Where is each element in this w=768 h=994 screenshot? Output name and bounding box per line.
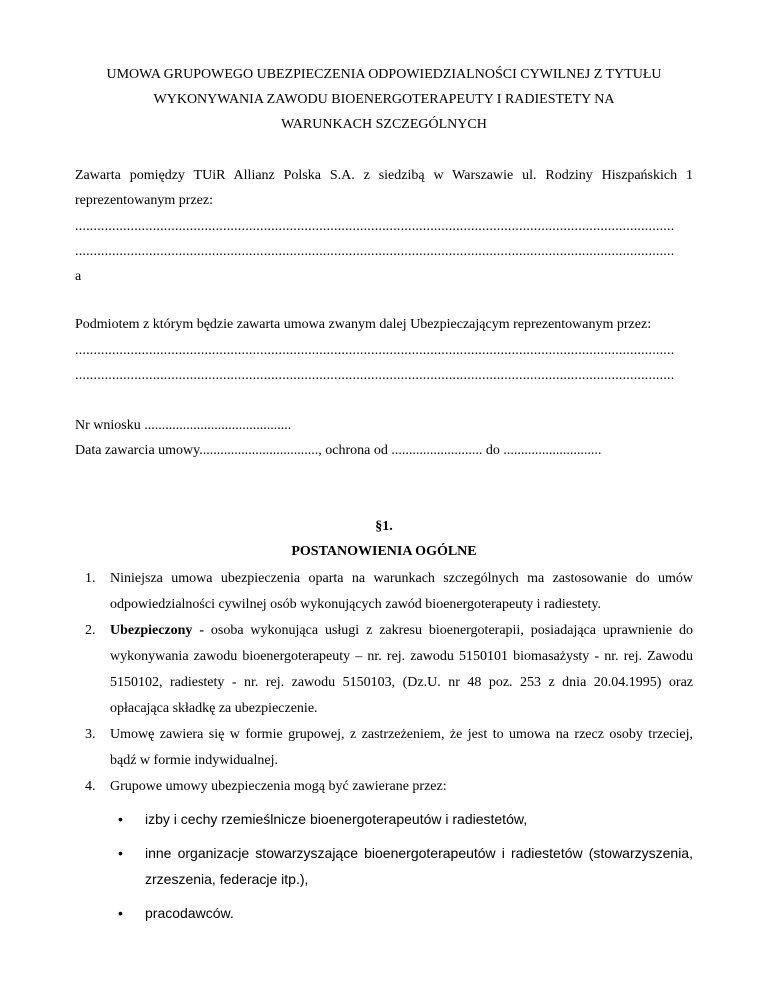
title-line-1: UMOWA GRUPOWEGO UBEZPIECZENIA ODPOWIEDZIALNOŚCI CYWILNEJ Z TYTUŁU — [106, 67, 662, 82]
conjunction-a: a — [75, 269, 82, 284]
application-number-field: Nr wniosku .......................................... — [75, 418, 292, 433]
insured-representative-line-1: .................................................................................................................................................................. — [75, 343, 675, 358]
item-number: 3. — [85, 727, 96, 742]
list-item — [75, 618, 693, 722]
sub-list-item — [110, 900, 693, 926]
item-term: Ubezpieczony - — [110, 623, 204, 638]
item-number: 1. — [85, 571, 96, 586]
document-title — [75, 62, 693, 137]
sub-item-text: inne organizacje stowarzyszające bioenergoterapeutów i radiestetów (stowarzyszenia, zrzeszenia, federacje itp.), — [145, 845, 693, 887]
item-number: 2. — [85, 623, 96, 638]
title-line-2: WYKONYWANIA ZAWODU BIOENERGOTERAPEUTY I RADIESTETY NA — [153, 92, 615, 107]
sub-list-item — [110, 840, 693, 892]
contracting-parties-list — [110, 806, 693, 926]
item-text: Niniejsza umowa ubezpieczenia oparta na warunkach szczególnych ma zastosowanie do umów odpowiedzialności cywilnej osób wykonujących zawód bioenergoterapeuty i radiestety. — [110, 571, 693, 612]
contract-date-field: Data zawarcia umowy.................................., ochrona od .......................... do ............................ — [75, 443, 602, 458]
list-item — [75, 774, 693, 926]
document-page — [75, 62, 693, 934]
list-item — [75, 722, 693, 774]
insured-party-intro: Podmiotem z którym będzie zawarta umowa zwanym dalej Ubezpieczającym reprezentowanym przez: — [75, 317, 652, 332]
representative-line-2: .................................................................................................................................................................. — [75, 244, 675, 259]
insured-representative-line-2: .................................................................................................................................................................. — [75, 368, 675, 383]
item-text: Grupowe umowy ubezpieczenia mogą być zawierane przez: — [110, 779, 447, 794]
bullet-icon: • — [118, 845, 123, 861]
list-item — [75, 566, 693, 618]
sub-item-text: izby i cechy rzemieślnicze bioenergoterapeutów i radiestetów, — [145, 811, 528, 827]
bullet-icon: • — [118, 811, 123, 827]
item-text: osoba wykonująca usługi z zakresu bioenergoterapii, posiadająca uprawnienie do wykonywania zawodu bioenergoterapeuty – nr. rej. zawodu 5150101 biomasażysty - nr. rej. Zawodu 5150102, radiestety - nr. rej. zawodu 5150103, (Dz.U. nr 48 poz. 253 z dnia 20.04.1995) oraz opłacająca składkę za ubezpieczenie. — [110, 623, 693, 716]
item-text: Umowę zawiera się w formie grupowej, z zastrzeżeniem, że jest to umowa na rzecz osoby trzeciej, bądź w formie indywidualnej. — [110, 727, 693, 768]
representative-line-1: .................................................................................................................................................................. — [75, 219, 675, 234]
parties-intro: Zawarta pomiędzy TUiR Allianz Polska S.A. z siedzibą w Warszawie ul. Rodziny Hiszpańskich 1 reprezentowanym przez: — [75, 168, 693, 208]
title-line-3: WARUNKACH SZCZEGÓLNYCH — [281, 117, 487, 132]
sub-item-text: pracodawców. — [145, 905, 234, 921]
general-provisions-list — [75, 566, 693, 926]
section-number: §1. — [375, 519, 393, 534]
sub-list-item — [110, 806, 693, 832]
bullet-icon: • — [118, 905, 123, 921]
item-number: 4. — [85, 779, 96, 794]
section-heading: POSTANOWIENIA OGÓLNE — [291, 544, 477, 559]
